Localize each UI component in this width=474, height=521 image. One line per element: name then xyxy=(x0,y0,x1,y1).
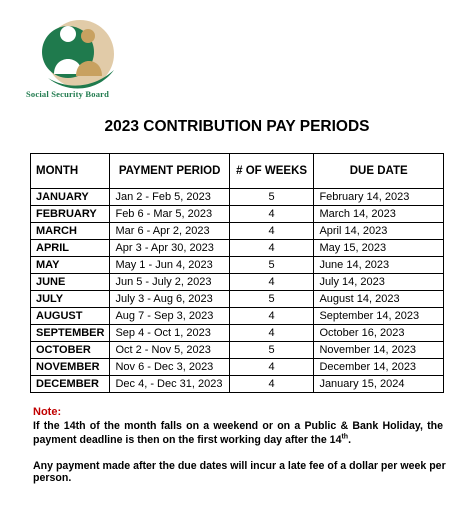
period-cell: Aug 7 - Sep 3, 2023 xyxy=(110,308,229,325)
month-cell: SEPTEMBER xyxy=(31,325,110,342)
table-row xyxy=(31,257,444,274)
due-date-cell: March 14, 2023 xyxy=(314,206,444,223)
month-cell: FEBRUARY xyxy=(31,206,110,223)
column-header-payment-period: PAYMENT PERIOD xyxy=(110,154,229,189)
weeks-cell: 5 xyxy=(229,291,314,308)
weeks-cell: 5 xyxy=(229,257,314,274)
column-header-weeks: # OF WEEKS xyxy=(229,154,314,189)
due-date-cell: June 14, 2023 xyxy=(314,257,444,274)
table-row xyxy=(31,206,444,223)
table-row xyxy=(31,342,444,359)
period-cell: Oct 2 - Nov 5, 2023 xyxy=(110,342,229,359)
note-text-main: If the 14th of the month falls on a weekend or on a Public & Bank Holiday, the payment deadline is then on the first working day after the 14 xyxy=(33,420,443,446)
table-row xyxy=(31,274,444,291)
weeks-cell: 5 xyxy=(229,189,314,206)
weeks-cell: 5 xyxy=(229,342,314,359)
table-row xyxy=(31,359,444,376)
page-title: 2023 CONTRIBUTION PAY PERIODS xyxy=(104,118,370,135)
period-cell: May 1 - Jun 4, 2023 xyxy=(110,257,229,274)
org-name: Social Security Board xyxy=(26,89,110,99)
month-cell: JUNE xyxy=(31,274,110,291)
month-cell: AUGUST xyxy=(31,308,110,325)
month-cell: DECEMBER xyxy=(31,376,110,393)
weeks-cell: 4 xyxy=(229,359,314,376)
weeks-cell: 4 xyxy=(229,223,314,240)
due-date-cell: November 14, 2023 xyxy=(314,342,444,359)
table-row xyxy=(31,223,444,240)
month-cell: OCTOBER xyxy=(31,342,110,359)
month-cell: JANUARY xyxy=(31,189,110,206)
due-date-cell: September 14, 2023 xyxy=(314,308,444,325)
table-row xyxy=(31,308,444,325)
weeks-cell: 4 xyxy=(229,325,314,342)
weeks-cell: 4 xyxy=(229,240,314,257)
period-cell: Apr 3 - Apr 30, 2023 xyxy=(110,240,229,257)
table-row xyxy=(31,189,444,206)
due-date-cell: August 14, 2023 xyxy=(314,291,444,308)
pay-periods-table xyxy=(30,153,444,393)
month-cell: NOVEMBER xyxy=(31,359,110,376)
weeks-cell: 4 xyxy=(229,308,314,325)
month-cell: JULY xyxy=(31,291,110,308)
note-superscript: th xyxy=(341,433,349,441)
due-date-cell: May 15, 2023 xyxy=(314,240,444,257)
weeks-cell: 4 xyxy=(229,376,314,393)
period-cell: Sep 4 - Oct 1, 2023 xyxy=(110,325,229,342)
period-cell: Nov 6 - Dec 3, 2023 xyxy=(110,359,229,376)
period-cell: Mar 6 - Apr 2, 2023 xyxy=(110,223,229,240)
period-cell: Feb 6 - Mar 5, 2023 xyxy=(110,206,229,223)
table-row xyxy=(31,240,444,257)
note-text xyxy=(33,419,443,447)
table-row xyxy=(31,376,444,393)
period-cell: Dec 4, - Dec 31, 2023 xyxy=(110,376,229,393)
weeks-cell: 4 xyxy=(229,206,314,223)
period-cell: Jan 2 - Feb 5, 2023 xyxy=(110,189,229,206)
table-header-row xyxy=(31,154,444,189)
due-date-cell: February 14, 2023 xyxy=(314,189,444,206)
column-header-due-date: DUE DATE xyxy=(314,154,444,189)
due-date-cell: April 14, 2023 xyxy=(314,223,444,240)
due-date-cell: October 16, 2023 xyxy=(314,325,444,342)
weeks-cell: 4 xyxy=(229,274,314,291)
period-cell: Jun 5 - July 2, 2023 xyxy=(110,274,229,291)
column-header-month: MONTH xyxy=(31,154,110,189)
month-cell: MAY xyxy=(31,257,110,274)
due-date-cell: December 14, 2023 xyxy=(314,359,444,376)
due-date-cell: January 15, 2024 xyxy=(314,376,444,393)
late-fee-notice: Any payment made after the due dates will incur a late fee of a dollar per week per person. xyxy=(33,460,446,484)
period-cell: July 3 - Aug 6, 2023 xyxy=(110,291,229,308)
note-label: Note: xyxy=(33,406,62,418)
note-text-end: . xyxy=(348,434,352,446)
table-row xyxy=(31,291,444,308)
month-cell: APRIL xyxy=(31,240,110,257)
table-row xyxy=(31,325,444,342)
month-cell: MARCH xyxy=(31,223,110,240)
due-date-cell: July 14, 2023 xyxy=(314,274,444,291)
